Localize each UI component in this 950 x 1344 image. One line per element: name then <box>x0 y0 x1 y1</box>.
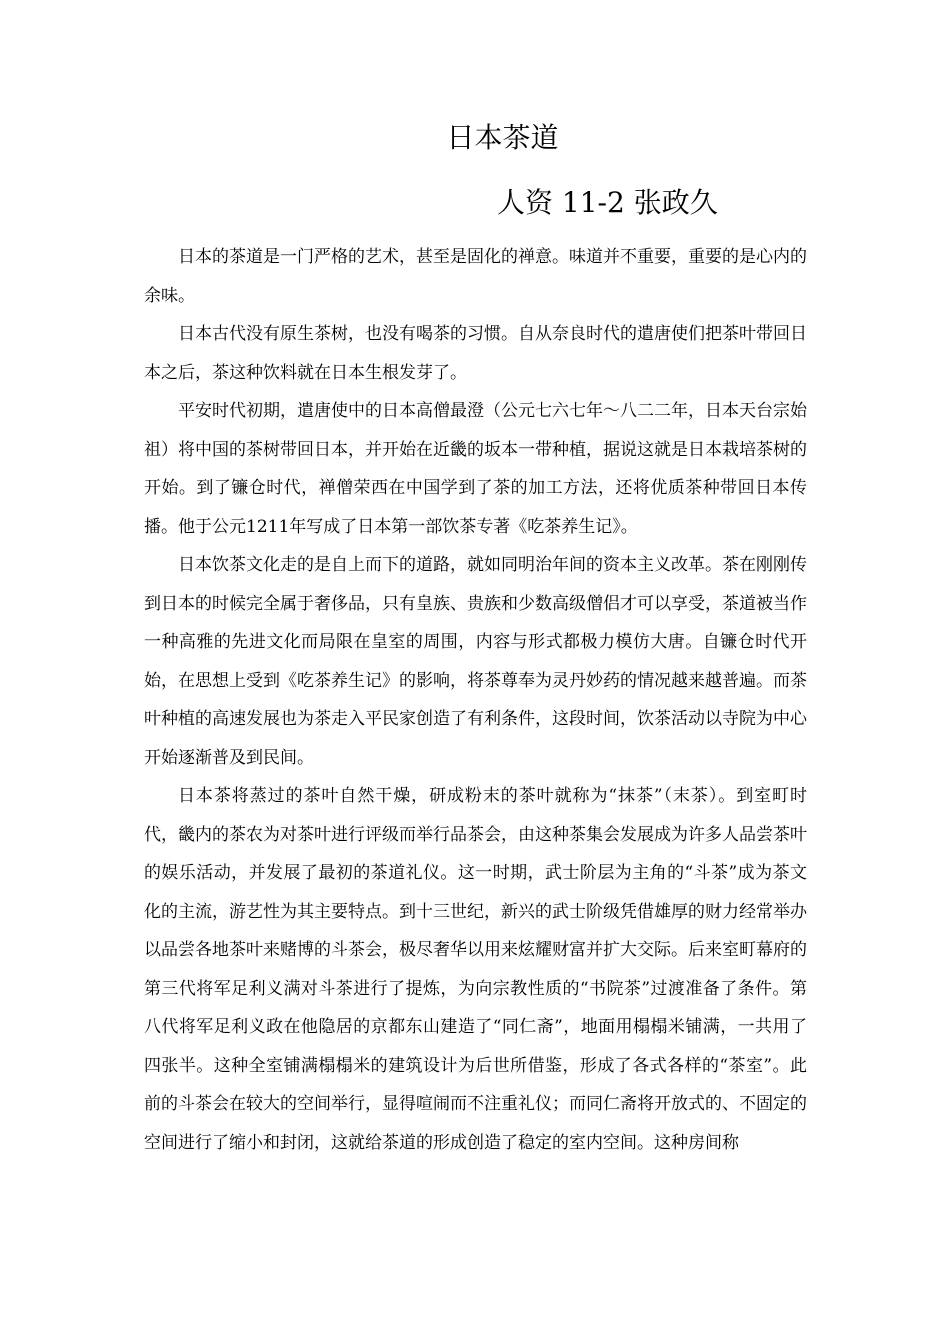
paragraph: 日本茶将蒸过的茶叶自然干燥，研成粉末的茶叶就称为“抹茶”（末茶）。到室町时代，畿内的茶农为对茶叶进行评级而举行品茶会，由这种茶集会发展成为许多人品尝茶叶的娱乐活动，并发展了最初的茶道礼仪。这一时期，武士阶层为主角的“斗茶”成为茶文化的主流，游艺性为其主要特点。到十三世纪，新兴的武士阶级凭借雄厚的财力经常举办以品尝各地茶叶来赌博的斗茶会，极尽奢华以用来炫耀财富并扩大交际。后来室町幕府的第三代将军足利义满对斗茶进行了提炼，为向宗教性质的“书院茶”过渡准备了条件。第八代将军足利义政在他隐居的京都东山建造了“同仁斋”，地面用榻榻米铺满，一共用了四张半。这种全室铺满榻榻米的建筑设计为后世所借鉴，形成了各式各样的“茶室”。此前的斗茶会在较大的空间举行，显得喧闹而不注重礼仪；而同仁斋将开放式的、不固定的空间进行了缩小和封闭，这就给茶道的形成创造了稳定的室内空间。这种房间称 <box>144 786 807 1153</box>
document-body <box>144 238 807 1162</box>
document-author: 人资 11-2 张政久 <box>497 186 718 219</box>
paragraph: 日本饮茶文化走的是自上而下的道路，就如同明治年间的资本主义改革。茶在刚刚传到日本的时候完全属于奢侈品，只有皇族、贵族和少数高级僧侣才可以享受，茶道被当作一种高雅的先进文化而局限在皇室的周围，内容与形式都极力模仿大唐。自镰仓时代开始，在思想上受到《吃茶养生记》的影响，将茶尊奉为灵丹妙药的情况越来越普遍。而茶叶种植的高速发展也为茶走入平民家创造了有利条件，这段时间，饮茶活动以寺院为中心开始逐渐普及到民间。 <box>144 555 807 768</box>
document-title: 日本茶道 <box>446 121 559 154</box>
paragraph: 日本古代没有原生茶树，也没有喝茶的习惯。自从奈良时代的遣唐使们把茶叶带回日本之后，茶这种饮料就在日本生根发芽了。 <box>144 324 807 383</box>
paragraph: 日本的茶道是一门严格的艺术，甚至是固化的禅意。味道并不重要，重要的是心内的余味。 <box>144 247 807 306</box>
paragraph: 平安时代初期，遣唐使中的日本高僧最澄（公元七六七年～八二二年，日本天台宗始祖）将中国的茶树带回日本，并开始在近畿的坂本一带种植，据说这就是日本栽培茶树的开始。到了镰仓时代，禅僧荣西在中国学到了茶的加工方法，还将优质茶种带回日本传播。他于公元1211年写成了日本第一部饮茶专著《吃茶养生记》。 <box>144 401 807 537</box>
